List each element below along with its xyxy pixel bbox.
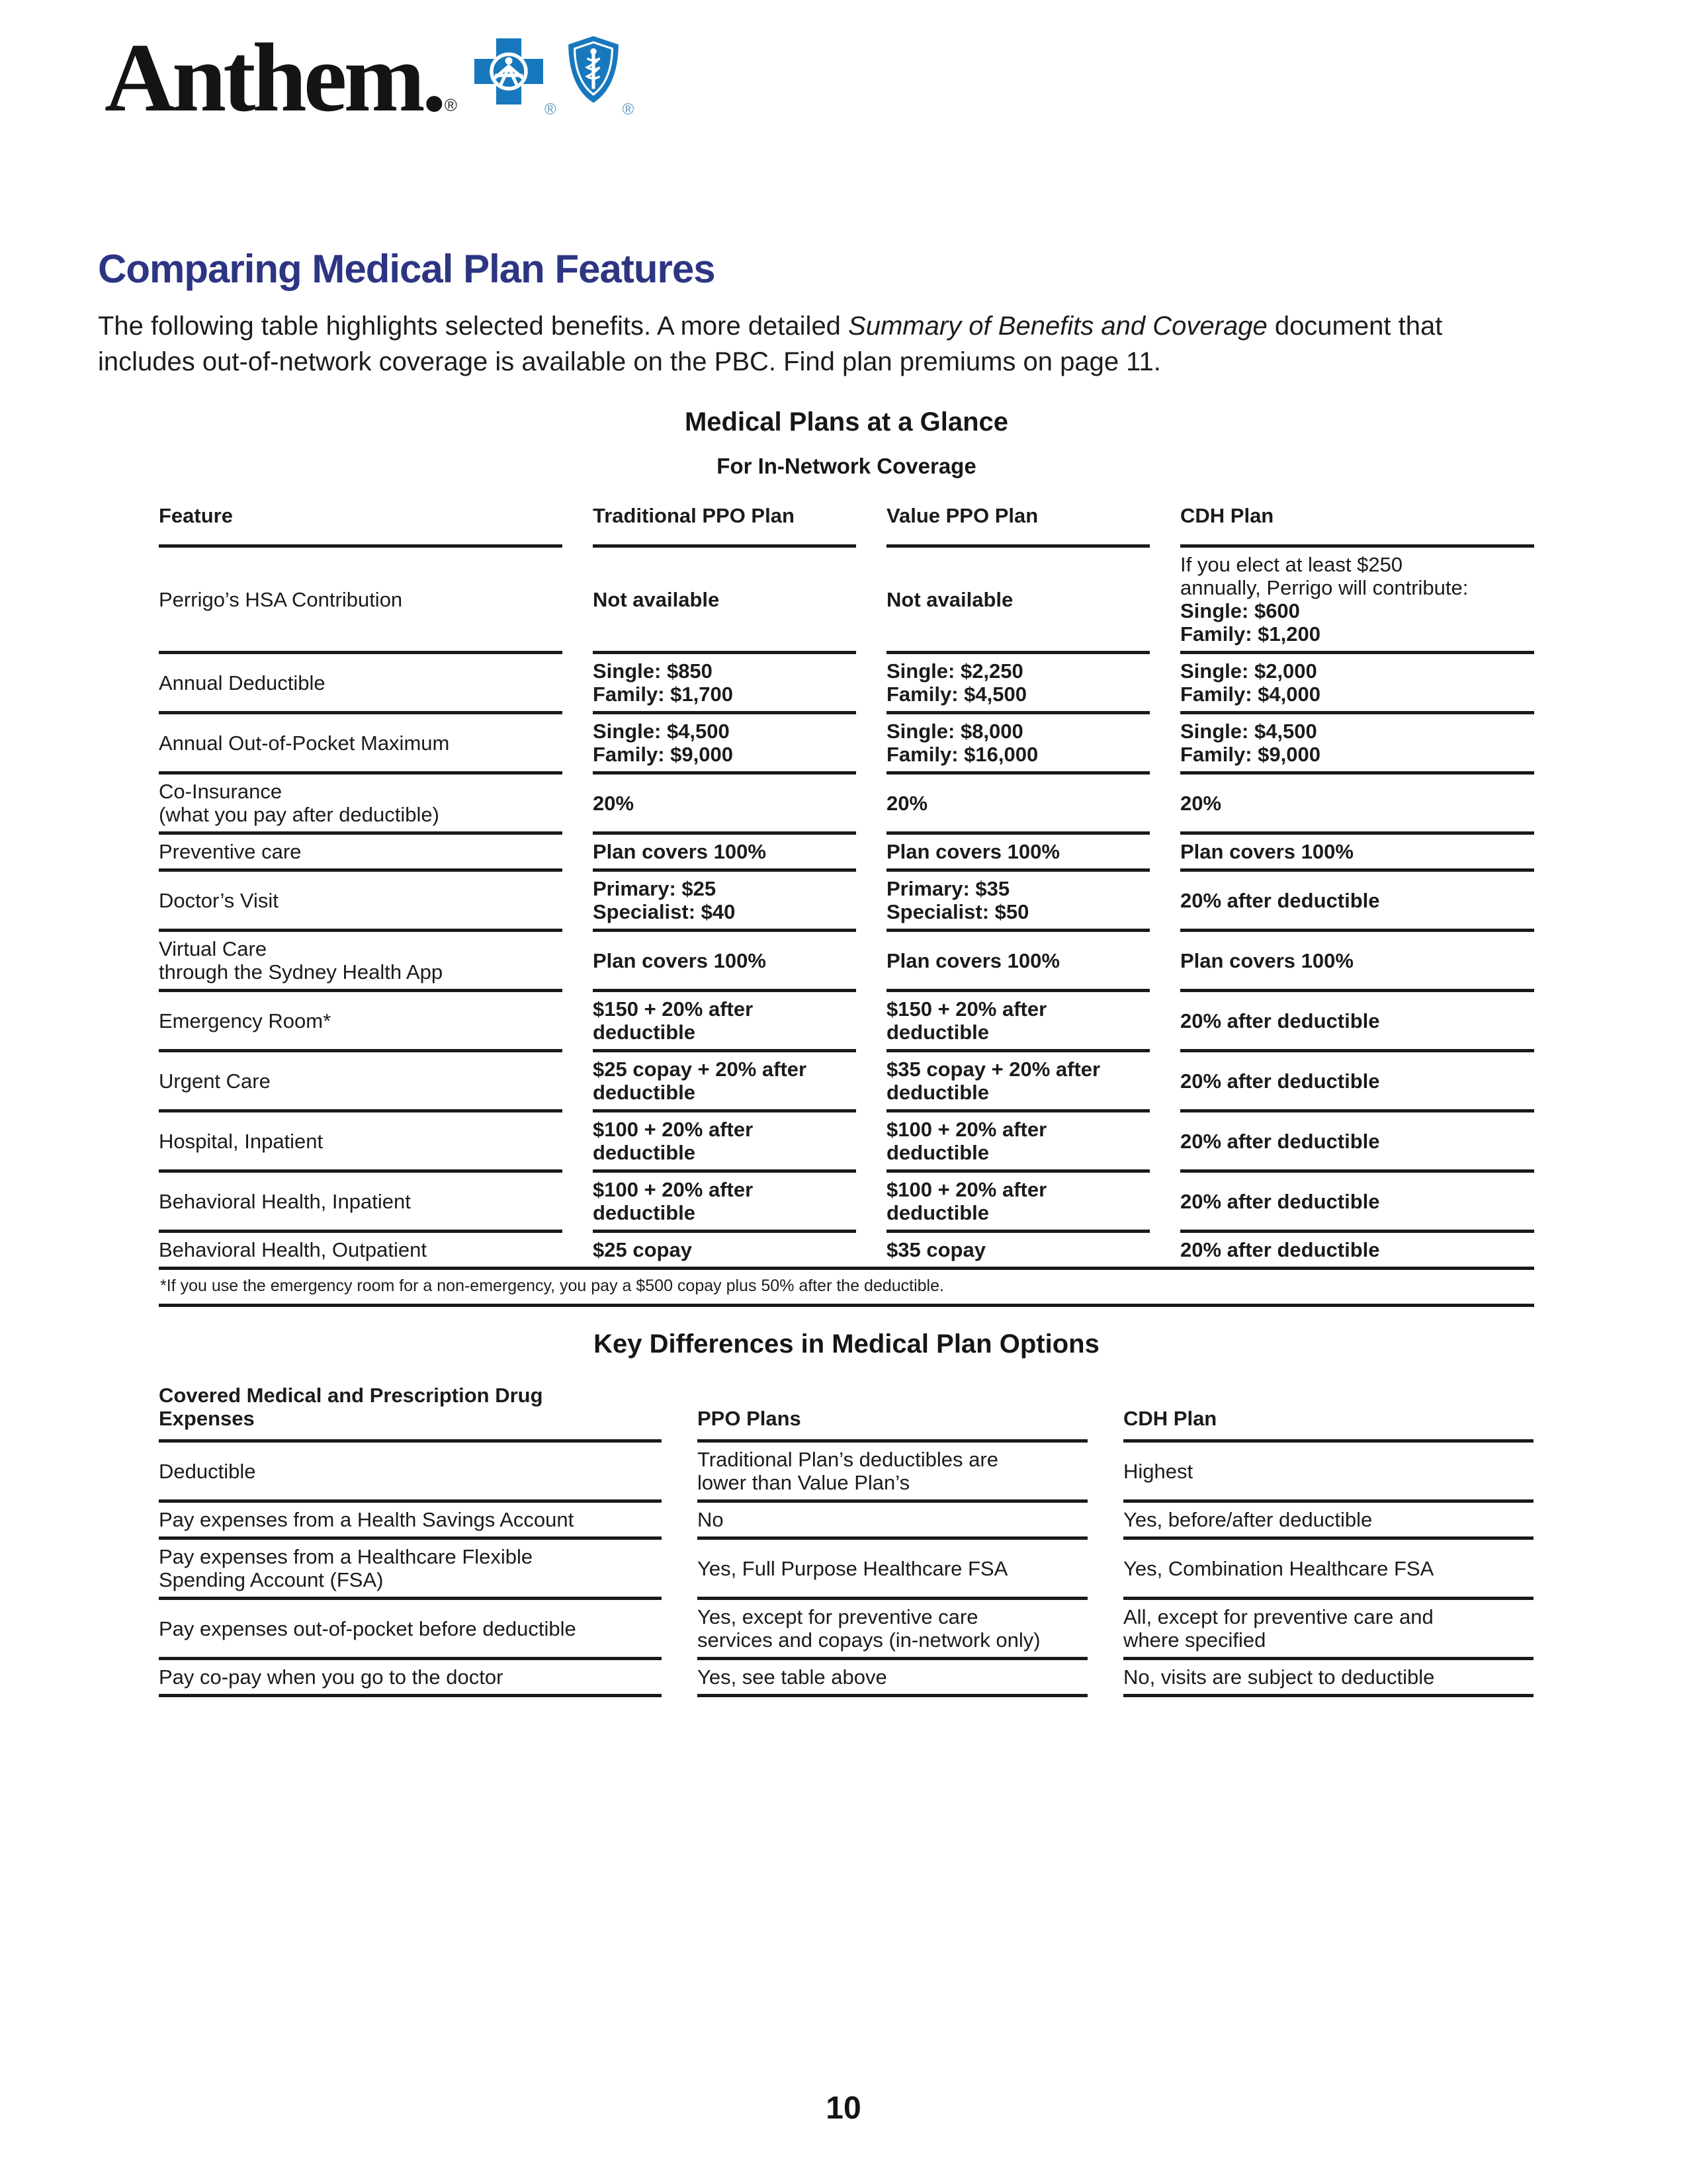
cell-line: deductible (887, 1141, 990, 1164)
glance-table-title: Medical Plans at a Glance (684, 407, 1009, 437)
bluecross-icon (457, 29, 556, 119)
table-row (159, 932, 1534, 992)
cell-line: Urgent Care (159, 1069, 271, 1093)
cell-line: Family: $4,500 (887, 683, 1027, 706)
cell-line: Not available (887, 587, 1014, 611)
column-header-label: Feature (159, 504, 233, 527)
cell-line: Plan covers 100% (887, 840, 1060, 863)
table-header-row (159, 495, 1534, 548)
cell-line: Co-Insurance (159, 780, 282, 803)
cell-ppo-plans (697, 1540, 1088, 1600)
cell-line: Primary: $35 (887, 877, 1010, 900)
cell-feature (159, 1233, 562, 1267)
glance-table-subtitle: For In-Network Coverage (716, 454, 976, 478)
cell-line: Plan covers 100% (1180, 948, 1354, 972)
cell-traditional-ppo (593, 775, 856, 835)
cell-line: Hospital, Inpatient (159, 1129, 324, 1153)
cell-line: $150 + 20% after (593, 997, 754, 1021)
blueshield-icon (556, 29, 634, 119)
table-row (159, 1660, 1534, 1697)
cell-covered-expenses (159, 1540, 662, 1600)
cell-line: 20% (887, 791, 928, 815)
cell-traditional-ppo (593, 548, 856, 654)
cell-line: Plan covers 100% (593, 840, 766, 863)
cell-value-ppo (887, 775, 1150, 835)
cell-line: $35 copay (887, 1238, 986, 1261)
cell-line: $100 + 20% after (593, 1118, 754, 1141)
table-row (159, 1540, 1534, 1600)
column-header-label: Value PPO Plan (887, 504, 1039, 527)
cell-line: Behavioral Health, Outpatient (159, 1238, 427, 1261)
intro-paragraph (98, 308, 1442, 380)
table-row (159, 1113, 1534, 1173)
cell-value-ppo (887, 1173, 1150, 1233)
cell-line: Single: $4,500 (1180, 720, 1317, 743)
cell-line: Yes, see table above (697, 1665, 887, 1689)
cell-line: 20% (1180, 791, 1222, 815)
cell-traditional-ppo (593, 1052, 856, 1113)
cell-line: Plan covers 100% (593, 948, 766, 972)
cell-line: 20% after deductible (1180, 888, 1380, 912)
cell-traditional-ppo (593, 872, 856, 932)
cell-line: Pay co-pay when you go to the doctor (159, 1665, 503, 1689)
table-row (159, 1052, 1534, 1113)
cell-line: $150 + 20% after (887, 997, 1047, 1021)
cell-line: Specialist: $40 (593, 900, 736, 923)
intro-italic-text: Summary of Benefits and Coverage (848, 312, 1268, 341)
cell-feature (159, 714, 562, 775)
registered-mark: ® (444, 95, 457, 115)
cell-line: Family: $9,000 (1180, 743, 1320, 766)
cell-cdh-plan (1123, 1540, 1534, 1600)
blueshield-icon (566, 34, 621, 105)
cell-cdh-plan (1123, 1443, 1534, 1503)
cell-line: Pay expenses out-of-pocket before deductible (159, 1617, 576, 1640)
anthem-wordmark: Anthem. (105, 24, 443, 132)
cell-covered-expenses (159, 1503, 662, 1540)
column-header-label: CDH Plan (1180, 504, 1274, 527)
cell-cdh-plan (1123, 1660, 1534, 1697)
cell-traditional-ppo (593, 932, 856, 992)
column-header-value-ppo (887, 495, 1150, 548)
cell-line: Family: $1,700 (593, 683, 733, 706)
cell-line: $25 copay (593, 1238, 692, 1261)
registered-mark: ® (544, 101, 556, 118)
cell-line: Doctor’s Visit (159, 888, 279, 912)
cell-feature (159, 775, 562, 835)
cell-line: Specialist: $50 (887, 900, 1029, 923)
cell-cdh (1180, 548, 1534, 654)
cell-traditional-ppo (593, 835, 856, 872)
table-row (159, 1600, 1534, 1660)
cell-line: deductible (593, 1021, 696, 1044)
cell-traditional-ppo (593, 654, 856, 714)
cell-traditional-ppo (593, 1173, 856, 1233)
page-title: Comparing Medical Plan Features (98, 247, 715, 291)
cell-line: where specified (1123, 1628, 1266, 1652)
anthem-logo (105, 24, 634, 132)
cell-ppo-plans (697, 1660, 1088, 1697)
cell-line: If you elect at least $250 (1180, 553, 1403, 576)
column-header-ppo-plans (697, 1380, 1088, 1443)
table-footnote: *If you use the emergency room for a non-emergency, you pay a $500 copay plus 50% after the deductible. (159, 1270, 1534, 1307)
cell-line: Yes, except for preventive care (697, 1605, 978, 1628)
column-header-label: CDH Plan (1123, 1407, 1217, 1430)
column-header-covered-expenses (159, 1380, 662, 1443)
cell-line: lower than Value Plan’s (697, 1471, 910, 1494)
cell-line: 20% after deductible (1180, 1129, 1380, 1153)
cell-line: 20% after deductible (1180, 1189, 1380, 1213)
cell-line: Yes, Full Purpose Healthcare FSA (697, 1556, 1008, 1580)
cell-line: Pay expenses from a Health Savings Account (159, 1508, 574, 1531)
table-row (159, 1233, 1534, 1270)
cell-line: $35 copay + 20% after (887, 1058, 1101, 1081)
cell-traditional-ppo (593, 714, 856, 775)
cell-line: Single: $2,000 (1180, 659, 1317, 683)
cell-value-ppo (887, 992, 1150, 1052)
cell-feature (159, 1052, 562, 1113)
cell-line: $100 + 20% after (593, 1178, 754, 1201)
cell-covered-expenses (159, 1600, 662, 1660)
table-row (159, 1443, 1534, 1503)
column-header-traditional-ppo (593, 495, 856, 548)
cell-traditional-ppo (593, 1233, 856, 1267)
cell-ppo-plans (697, 1600, 1088, 1660)
cell-line: services and copays (in-network only) (697, 1628, 1041, 1652)
cell-line: Plan covers 100% (887, 948, 1060, 972)
cell-ppo-plans (697, 1443, 1088, 1503)
column-header-label: Expenses (159, 1407, 255, 1430)
table-row (159, 1503, 1534, 1540)
cell-line: Behavioral Health, Inpatient (159, 1189, 411, 1213)
cell-line: Single: $600 (1180, 599, 1300, 622)
column-header-feature (159, 495, 562, 548)
cell-line: Single: $4,500 (593, 720, 730, 743)
cell-cdh (1180, 1233, 1534, 1267)
cell-value-ppo (887, 654, 1150, 714)
cell-line: Annual Out-of-Pocket Maximum (159, 731, 450, 755)
cell-line: Single: $2,250 (887, 659, 1023, 683)
cell-line: annually, Perrigo will contribute: (1180, 576, 1469, 599)
cell-feature (159, 872, 562, 932)
cell-feature (159, 654, 562, 714)
cell-line: through the Sydney Health App (159, 960, 443, 984)
cell-cdh (1180, 654, 1534, 714)
cell-line: (what you pay after deductible) (159, 803, 439, 826)
table-row (159, 775, 1534, 835)
cell-line: 20% (593, 791, 634, 815)
intro-text: document that (1267, 312, 1443, 341)
cell-line: Perrigo’s HSA Contribution (159, 587, 403, 611)
cell-line: 20% after deductible (1180, 1009, 1380, 1032)
column-header-label: Traditional PPO Plan (593, 504, 795, 527)
cell-cdh (1180, 1173, 1534, 1233)
cell-value-ppo (887, 1052, 1150, 1113)
cell-cdh (1180, 992, 1534, 1052)
cell-line: deductible (887, 1021, 990, 1044)
cell-line: Single: $8,000 (887, 720, 1023, 743)
cell-traditional-ppo (593, 1113, 856, 1173)
intro-text: The following table highlights selected benefits. A more detailed (98, 312, 849, 341)
cell-cdh (1180, 1052, 1534, 1113)
cell-line: $100 + 20% after (887, 1178, 1047, 1201)
cell-value-ppo (887, 932, 1150, 992)
cell-line: Single: $850 (593, 659, 713, 683)
cell-line: Family: $4,000 (1180, 683, 1320, 706)
cell-value-ppo (887, 1113, 1150, 1173)
cell-covered-expenses (159, 1443, 662, 1503)
cell-cdh (1180, 932, 1534, 992)
cell-line: Highest (1123, 1459, 1193, 1483)
table-header-row (159, 1380, 1534, 1443)
cell-line: No (697, 1508, 724, 1531)
table-row (159, 835, 1534, 872)
cell-cdh-plan (1123, 1600, 1534, 1660)
cell-line: Preventive care (159, 840, 302, 863)
cell-line: 20% after deductible (1180, 1238, 1380, 1261)
column-header-label: Covered Medical and Prescription Drug (159, 1384, 543, 1407)
intro-line-2: includes out-of-network coverage is available on the PBC. Find plan premiums on page 11. (98, 347, 1161, 376)
cell-line: Pay expenses from a Healthcare Flexible (159, 1545, 533, 1568)
cell-covered-expenses (159, 1660, 662, 1697)
cell-line: deductible (593, 1201, 696, 1224)
table-row (159, 714, 1534, 775)
cell-line: Not available (593, 587, 720, 611)
cell-line: Annual Deductible (159, 671, 325, 694)
cell-cdh (1180, 775, 1534, 835)
medical-plans-table-rows (159, 495, 1534, 1270)
cell-line: $100 + 20% after (887, 1118, 1047, 1141)
cell-line: 20% after deductible (1180, 1069, 1380, 1093)
cell-feature (159, 1113, 562, 1173)
cell-feature (159, 932, 562, 992)
cell-line: Primary: $25 (593, 877, 716, 900)
cell-line: All, except for preventive care and (1123, 1605, 1434, 1628)
cell-line: Virtual Care (159, 937, 267, 960)
page-number: 10 (826, 2091, 861, 2126)
cell-cdh (1180, 872, 1534, 932)
cell-line: Deductible (159, 1459, 256, 1483)
cell-ppo-plans (697, 1503, 1088, 1540)
cell-value-ppo (887, 835, 1150, 872)
table-row (159, 992, 1534, 1052)
cell-line: Emergency Room* (159, 1009, 331, 1032)
cell-traditional-ppo (593, 992, 856, 1052)
cell-cdh (1180, 1113, 1534, 1173)
key-differences-title: Key Differences in Medical Plan Options (593, 1329, 1100, 1359)
cell-line: $25 copay + 20% after (593, 1058, 807, 1081)
intro-line-1 (98, 308, 1442, 344)
cell-value-ppo (887, 548, 1150, 654)
cell-value-ppo (887, 714, 1150, 775)
cell-value-ppo (887, 1233, 1150, 1267)
bluecross-icon (474, 38, 543, 105)
cell-line: deductible (593, 1141, 696, 1164)
table-row (159, 1173, 1534, 1233)
cell-line: Spending Account (FSA) (159, 1568, 384, 1591)
cell-line: Family: $1,200 (1180, 622, 1320, 646)
cell-cdh (1180, 714, 1534, 775)
cell-feature (159, 548, 562, 654)
cell-line: Yes, Combination Healthcare FSA (1123, 1556, 1434, 1580)
cell-feature (159, 835, 562, 872)
cell-line: Family: $16,000 (887, 743, 1039, 766)
cell-value-ppo (887, 872, 1150, 932)
cell-cdh-plan (1123, 1503, 1534, 1540)
column-header-cdh (1180, 495, 1534, 548)
table-row (159, 872, 1534, 932)
table-row (159, 548, 1534, 654)
cell-line: No, visits are subject to deductible (1123, 1665, 1435, 1689)
cell-line: deductible (593, 1081, 696, 1104)
column-header-cdh-plan (1123, 1380, 1534, 1443)
cell-cdh (1180, 835, 1534, 872)
key-differences-table-rows (159, 1380, 1534, 1697)
key-differences-table (159, 1380, 1534, 1697)
cell-line: deductible (887, 1081, 990, 1104)
cell-line: Traditional Plan’s deductibles are (697, 1448, 998, 1471)
cell-line: Yes, before/after deductible (1123, 1508, 1373, 1531)
column-header-label: PPO Plans (697, 1407, 801, 1430)
cell-feature (159, 1173, 562, 1233)
table-row (159, 654, 1534, 714)
cell-line: Family: $9,000 (593, 743, 733, 766)
cell-feature (159, 992, 562, 1052)
cell-line: deductible (887, 1201, 990, 1224)
cell-line: Plan covers 100% (1180, 840, 1354, 863)
registered-mark: ® (622, 101, 634, 118)
medical-plans-table (159, 495, 1534, 1307)
